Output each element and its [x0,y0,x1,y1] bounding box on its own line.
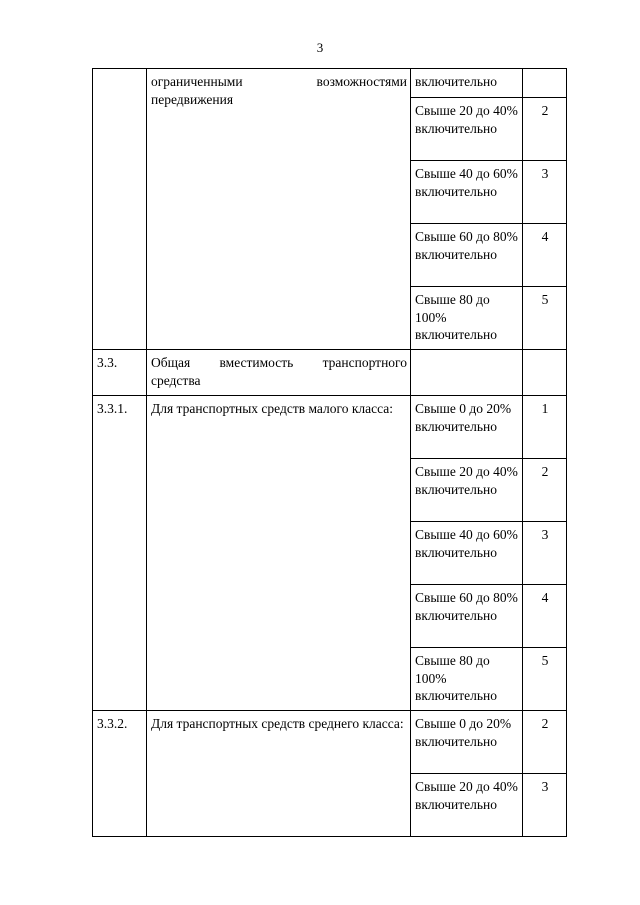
score-cell [523,350,567,396]
range-cell [411,350,523,396]
range-cell: Свыше 80 до 100% включительно [411,648,523,711]
score-cell: 2 [523,98,567,161]
criterion-description: ограниченными возможностями передвижения [147,69,411,350]
range-cell: Свыше 40 до 60% включительно [411,522,523,585]
range-cell: Свыше 60 до 80% включительно [411,585,523,648]
table-row [93,350,567,396]
criterion-description: Для транспортных средств малого класса: [147,396,411,711]
table-row [93,711,567,774]
criterion-description: Для транспортных средств среднего класса: [147,711,411,837]
range-cell: включительно [411,69,523,98]
table-row [93,396,567,459]
range-cell: Свыше 20 до 40% включительно [411,98,523,161]
score-cell: 2 [523,459,567,522]
range-cell: Свыше 0 до 20% включительно [411,396,523,459]
score-cell: 4 [523,224,567,287]
range-cell: Свыше 40 до 60% включительно [411,161,523,224]
score-cell: 3 [523,774,567,837]
range-cell: Свыше 20 до 40% включительно [411,774,523,837]
table-row [93,69,567,98]
score-cell: 2 [523,711,567,774]
score-cell: 4 [523,585,567,648]
range-cell: Свыше 0 до 20% включительно [411,711,523,774]
range-cell: Свыше 20 до 40% включительно [411,459,523,522]
row-number-cell: 3.3.2. [93,711,147,837]
score-cell [523,69,567,98]
row-number-cell [93,69,147,350]
score-cell: 3 [523,522,567,585]
row-number-cell: 3.3.1. [93,396,147,711]
score-cell: 3 [523,161,567,224]
score-cell: 5 [523,648,567,711]
criteria-table [92,68,567,837]
range-cell: Свыше 80 до 100% включительно [411,287,523,350]
range-cell: Свыше 60 до 80% включительно [411,224,523,287]
criterion-description: Общая вместимость транспортного средства [147,350,411,396]
score-cell: 1 [523,396,567,459]
score-cell: 5 [523,287,567,350]
page-number: 3 [316,40,324,55]
row-number-cell: 3.3. [93,350,147,396]
